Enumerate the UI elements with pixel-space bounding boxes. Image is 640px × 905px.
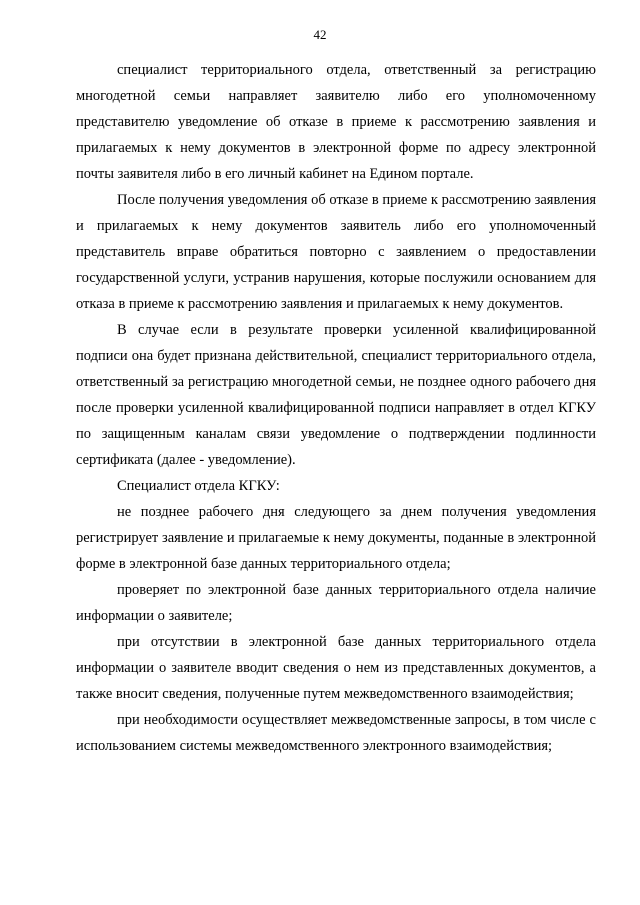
paragraph-interagency-requests: при необходимости осуществляет межведомственные запросы, в том числе с использованием системы межведомственного электронного взаимодействия;	[76, 712, 596, 754]
paragraph-signature-valid: В случае если в результате проверки усиленной квалифицированной подписи она будет признана действительной, специалист территориального отдела, ответственный за регистрацию многодетной семьи, не позднее одного рабочего дня после проверки усиленной квалифицированной подписи направляет в отдел КГКУ по защищенным каналам связи уведомление о подтверждении подлинности сертификата (далее - уведомление).	[76, 322, 596, 468]
paragraph-checks-database: проверяет по электронной базе данных территориального отдела наличие информации о заявителе;	[76, 582, 596, 624]
paragraph-enters-data: при отсутствии в электронной базе данных территориального отдела информации о заявителе вводит сведения о нем из представленных документов, а также вносит сведения, полученные путем межведомственного взаимодействия;	[76, 634, 596, 702]
document-body	[76, 57, 596, 759]
paragraph-notification-of-refusal: специалист территориального отдела, ответственный за регистрацию многодетной семьи направляет заявителю либо его уполномоченному представителю уведомление об отказе в приеме к рассмотрению заявления и прилагаемых к нему документов в электронной форме по адресу электронной почты заявителя либо в его личный кабинет на Едином портале.	[76, 62, 596, 182]
paragraph-registers-application: не позднее рабочего дня следующего за днем получения уведомления регистрирует заявление и прилагаемые к нему документы, поданные в электронной форме в электронной базе данных территориального отдела;	[76, 504, 596, 572]
page-number: 42	[313, 27, 327, 42]
paragraph-kgku-specialist: Специалист отдела КГКУ:	[117, 478, 280, 494]
paragraph-repeat-application: После получения уведомления об отказе в приеме к рассмотрению заявления и прилагаемых к нему документов заявитель либо его уполномоченный представитель вправе обратиться повторно с заявлением о предоставлении государственной услуги, устранив нарушения, которые послужили основанием для отказа в приеме к рассмотрению заявления и прилагаемых к нему документов.	[76, 192, 596, 312]
